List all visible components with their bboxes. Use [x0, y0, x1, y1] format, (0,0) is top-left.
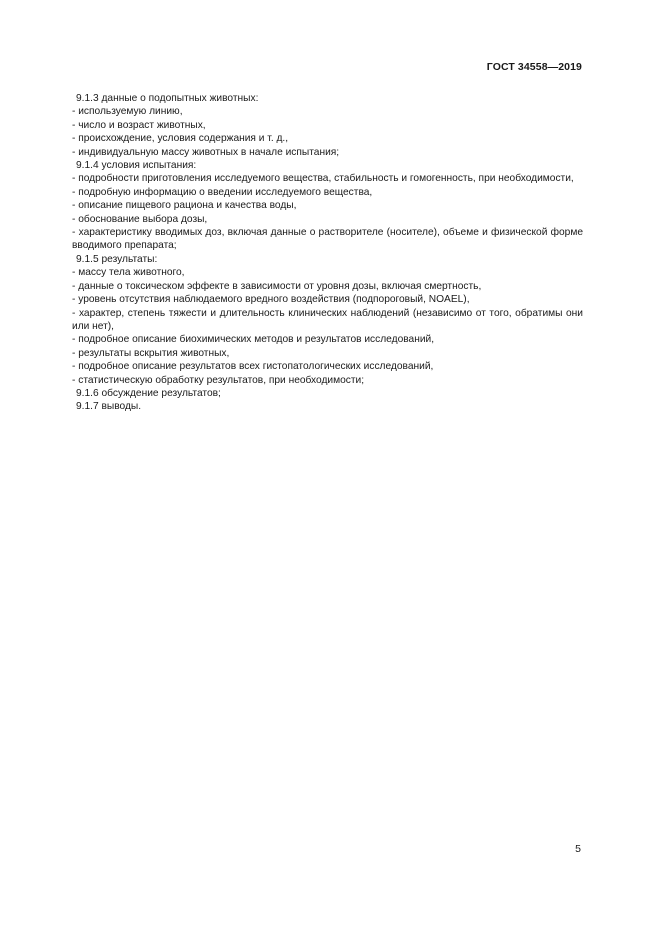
text-line: - индивидуальную массу животных в начале испытания;: [72, 146, 340, 158]
text-line: - характер, степень тяжести и длительность клинических наблюдений (независимо от того, обратимы они или нет),: [72, 307, 583, 332]
text-line: - число и возраст животных,: [72, 119, 206, 131]
text-line: - результаты вскрытия животных,: [72, 347, 230, 359]
text-line: 9.1.5 результаты:: [76, 253, 158, 265]
text-line: - подробное описание результатов всех гистопатологических исследований,: [72, 361, 434, 373]
text-line: - используемую линию,: [72, 106, 183, 118]
text-line: - подробности приготовления исследуемого вещества, стабильность и гомогенность, при необходимости,: [72, 173, 574, 185]
text-line: 9.1.7 выводы.: [76, 401, 142, 413]
text-line: - происхождение, условия содержания и т. д.,: [72, 133, 289, 145]
text-line: - описание пищевого рациона и качества воды,: [72, 200, 297, 212]
text-line: - подробную информацию о введении исследуемого вещества,: [72, 186, 373, 198]
text-line: - обоснование выбора дозы,: [72, 213, 208, 225]
text-line: - данные о токсическом эффекте в зависимости от уровня дозы, включая смертность,: [72, 280, 482, 292]
text-line: - уровень отсутствия наблюдаемого вредного воздействия (подпороговый, NOAEL),: [72, 294, 470, 306]
text-line: - статистическую обработку результатов, при необходимости;: [72, 374, 365, 386]
document-number: ГОСТ 34558—2019: [486, 61, 582, 73]
text-line: - характеристику вводимых доз, включая данные о растворителе (носителе), объеме и физической форме вводимого препарата;: [72, 227, 583, 252]
text-line: - массу тела животного,: [72, 267, 185, 279]
text-line: 9.1.3 данные о подопытных животных:: [76, 93, 259, 104]
text-line: 9.1.4 условия испытания:: [76, 160, 197, 172]
text-line: - подробное описание биохимических методов и результатов исследований,: [72, 334, 435, 346]
document-body: [72, 92, 583, 414]
text-line: 9.1.6 обсуждение результатов;: [76, 387, 221, 399]
page-number: 5: [575, 843, 581, 855]
